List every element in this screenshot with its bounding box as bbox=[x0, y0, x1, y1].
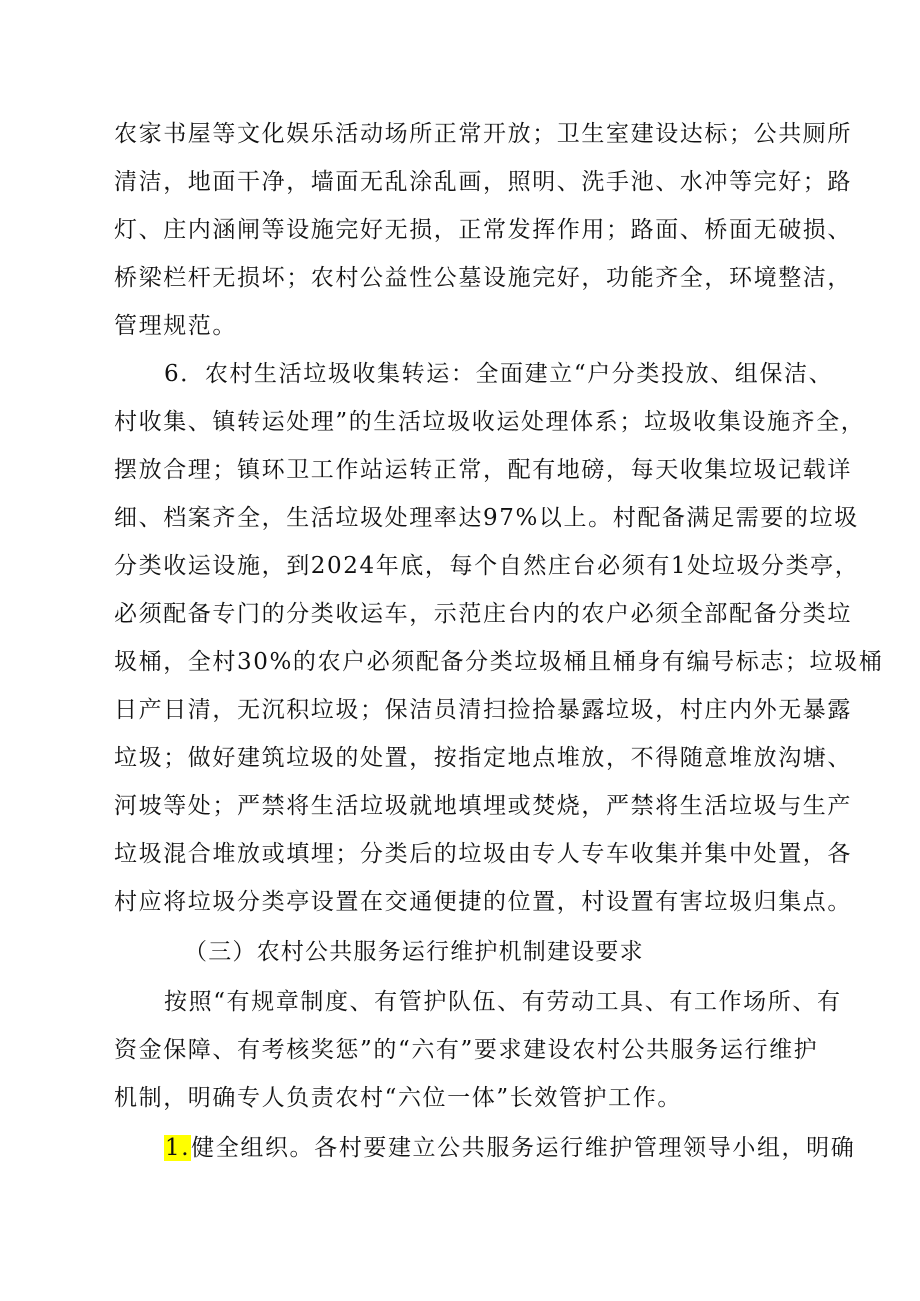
paragraph-line: 管理规范。 bbox=[114, 313, 237, 339]
section-heading: （三）农村公共服务运行维护机制建设要求 bbox=[184, 939, 644, 965]
paragraph-line: 必须配备专门的分类收运车，示范庄台内的农户必须全部配备分类垃 bbox=[114, 601, 852, 627]
paragraph-line: 农家书屋等文化娱乐活动场所正常开放；卫生室建设达标；公共厕所 bbox=[114, 121, 852, 147]
paragraph-line: 6．农村生活垃圾收集转运：全面建立“户分类投放、组保洁、 bbox=[164, 361, 834, 387]
paragraph-line: 清洁，地面干净，墙面无乱涂乱画，照明、洗手池、水冲等完好；路 bbox=[114, 169, 852, 195]
paragraph-line: 圾桶，全村30%的农户必须配备分类垃圾桶且桶身有编号标志；垃圾桶 bbox=[114, 649, 884, 675]
paragraph-line: 摆放合理；镇环卫工作站运转正常，配有地磅，每天收集垃圾记载详 bbox=[114, 457, 852, 483]
list-item-line bbox=[164, 1132, 864, 1164]
paragraph-line: 河坡等处；严禁将生活垃圾就地填埋或焚烧，严禁将生活垃圾与生产 bbox=[114, 793, 852, 819]
paragraph-line: 资金保障、有考核奖惩”的“六有”要求建设农村公共服务运行维护 bbox=[114, 1037, 819, 1063]
paragraph-line: 细、档案齐全，生活垃圾处理率达97%以上。村配备满足需要的垃圾 bbox=[114, 505, 859, 531]
paragraph-line: 分类收运设施，到2024年底，每个自然庄台必须有1处垃圾分类亭， bbox=[114, 553, 860, 579]
paragraph-line: 日产日清，无沉积垃圾；保洁员清扫捡拾暴露垃圾，村庄内外无暴露 bbox=[114, 697, 852, 723]
paragraph-line: 按照“有规章制度、有管护队伍、有劳动工具、有工作场所、有 bbox=[164, 989, 842, 1015]
paragraph-line: 机制，明确专人负责农村“六位一体”长效管护工作。 bbox=[114, 1085, 682, 1111]
paragraph-line: 桥梁栏杆无损坏；农村公益性公墓设施完好，功能齐全，环境整洁， bbox=[114, 265, 852, 291]
highlighted-item-number: 1. bbox=[165, 1135, 191, 1161]
paragraph-line: 垃圾混合堆放或填埋；分类后的垃圾由专人专车收集并集中处置，各 bbox=[114, 841, 852, 867]
list-item-text: 健全组织。各村要建立公共服务运行维护管理领导小组，明确 bbox=[191, 1135, 856, 1161]
paragraph-line: 村应将垃圾分类亭设置在交通便捷的位置，村设置有害垃圾归集点。 bbox=[114, 889, 852, 915]
paragraph-line: 垃圾；做好建筑垃圾的处置，按指定地点堆放，不得随意堆放沟塘、 bbox=[114, 745, 852, 771]
paragraph-line: 村收集、镇转运处理”的生活垃圾收运处理体系；垃圾收集设施齐全， bbox=[114, 409, 866, 435]
paragraph-line: 灯、庄内涵闸等设施完好无损，正常发挥作用；路面、桥面无破损、 bbox=[114, 217, 852, 243]
